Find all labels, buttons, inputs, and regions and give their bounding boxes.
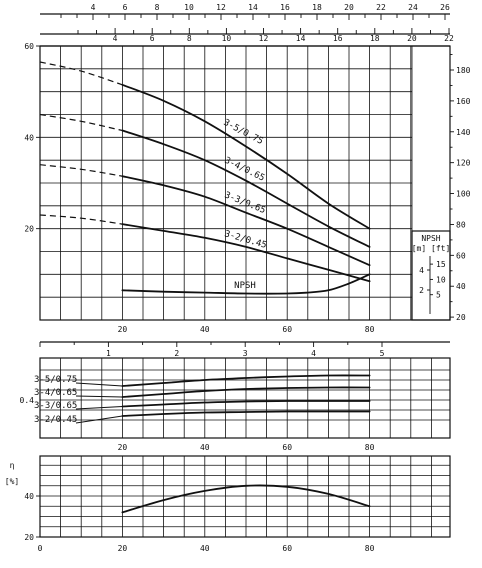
power-top-tick-label: 1 [105, 349, 111, 358]
top-axis-2-tick-label: 22 [444, 34, 454, 43]
top-axis-2-tick-label: 12 [258, 34, 269, 43]
head-curve-label: 3-2/0.45 [223, 229, 268, 251]
efficiency-x-tick-label: 60 [282, 544, 293, 553]
head-x-tick-label: 60 [282, 325, 293, 334]
power-curve-leader [76, 383, 122, 386]
head-right-tick-label: 120 [456, 158, 471, 168]
efficiency-x-tick-label: 40 [199, 544, 210, 553]
top-axis-1-tick-label: 8 [154, 3, 160, 12]
head-x-tick-label: 20 [117, 325, 128, 334]
power-x-tick-label: 60 [282, 443, 293, 452]
head-right-tick-label: 80 [456, 220, 466, 230]
head-curve-label: 3-5/0.75 [221, 117, 265, 148]
top-axis-2-tick-label: 10 [221, 34, 232, 43]
top-axis-2-tick-label: 16 [332, 34, 343, 43]
labels-layer [5, 3, 471, 553]
power-curve-label: 3-2/0.45 [34, 415, 78, 425]
top-axis-1-tick-label: 22 [376, 3, 386, 12]
top-axis-1-tick-label: 10 [184, 3, 194, 12]
efficiency-x-tick-label: 80 [364, 544, 375, 553]
power-x-tick-label: 40 [199, 443, 210, 452]
npsh-inset-m-label: 4 [419, 266, 424, 275]
top-axis-1-tick-label: 20 [344, 3, 354, 12]
top-axis-1-tick-label: 12 [216, 3, 226, 12]
head-curve-label: 3-3/0.65 [222, 190, 267, 217]
head-curve-label: NPSH [234, 281, 256, 291]
top-axis-2-tick-label: 20 [407, 34, 417, 43]
head-right-tick-label: 180 [456, 66, 471, 75]
power-curve-leader [76, 416, 122, 423]
head-left-tick-label: 20 [24, 224, 34, 234]
power-curve-leader [76, 396, 122, 397]
top-axis-1-tick-label: 4 [90, 3, 96, 12]
head-right-tick-label: 40 [456, 282, 466, 292]
top-axis-2-tick-label: 6 [149, 34, 155, 43]
efficiency-x-tick-label: 0 [37, 544, 43, 553]
head-right-tick-label: 160 [456, 96, 471, 106]
top-axis-1-tick-label: 16 [280, 3, 290, 12]
power-x-tick-label: 80 [364, 443, 375, 452]
efficiency-left-tick-label: 20 [24, 533, 34, 542]
npsh-inset-header: NPSH [421, 234, 441, 243]
power-curve-label: 3-5/0.75 [34, 375, 78, 385]
power-top-tick-label: 2 [174, 349, 180, 358]
npsh-inset [412, 231, 451, 320]
power-curve-label: 3-3/0.65 [34, 401, 78, 411]
power-top-tick-label: 4 [311, 349, 317, 358]
head-right-tick-label: 20 [456, 313, 466, 323]
power-top-tick-label: 3 [242, 349, 248, 358]
npsh-inset-ft-label: 5 [436, 290, 441, 300]
head-right-tick-label: 100 [456, 189, 471, 199]
efficiency-axis-unit: [%] [4, 477, 20, 486]
power-left-tick-label: 0.4 [19, 396, 34, 405]
head-left-tick-label: 60 [24, 42, 34, 51]
top-axis-1-tick-label: 6 [122, 3, 128, 12]
power-x-tick-label: 20 [117, 443, 128, 452]
top-axis-2-tick-label: 8 [186, 34, 192, 43]
top-axis-2-tick-label: 4 [112, 34, 118, 43]
efficiency-left-tick-label: 40 [24, 492, 34, 501]
efficiency-x-tick-label: 20 [117, 544, 128, 553]
top-axis-2-tick-label: 14 [295, 34, 306, 43]
top-axis-1-tick-label: 24 [408, 3, 418, 12]
top-axis-2-tick-label: 18 [369, 34, 380, 43]
npsh-inset-m-label: 2 [419, 286, 424, 295]
npsh-inset-units: [m] [ft] [411, 244, 451, 253]
head-curve-label: 3-4/0.65 [222, 155, 267, 184]
power-top-tick-label: 5 [379, 349, 385, 358]
head-left-tick-label: 40 [24, 133, 34, 143]
power-curve-label: 3-4/0.65 [34, 388, 78, 398]
head-x-tick-label: 40 [199, 325, 210, 334]
grid-layer [40, 46, 450, 537]
head-right-tick-label: 140 [456, 127, 471, 137]
head-x-tick-label: 80 [364, 325, 375, 334]
top-axis-1-tick-label: 18 [312, 3, 322, 12]
efficiency-axis-label: η [9, 461, 15, 470]
npsh-inset-ft-label: 10 [436, 275, 446, 285]
head-right-tick-label: 60 [456, 251, 466, 261]
npsh-inset-ft-label: 15 [436, 260, 446, 270]
axes-layer [36, 14, 454, 537]
top-axis-1-tick-label: 26 [440, 3, 450, 12]
top-axis-1-tick-label: 14 [248, 3, 258, 12]
power-curve-leader [76, 407, 122, 410]
